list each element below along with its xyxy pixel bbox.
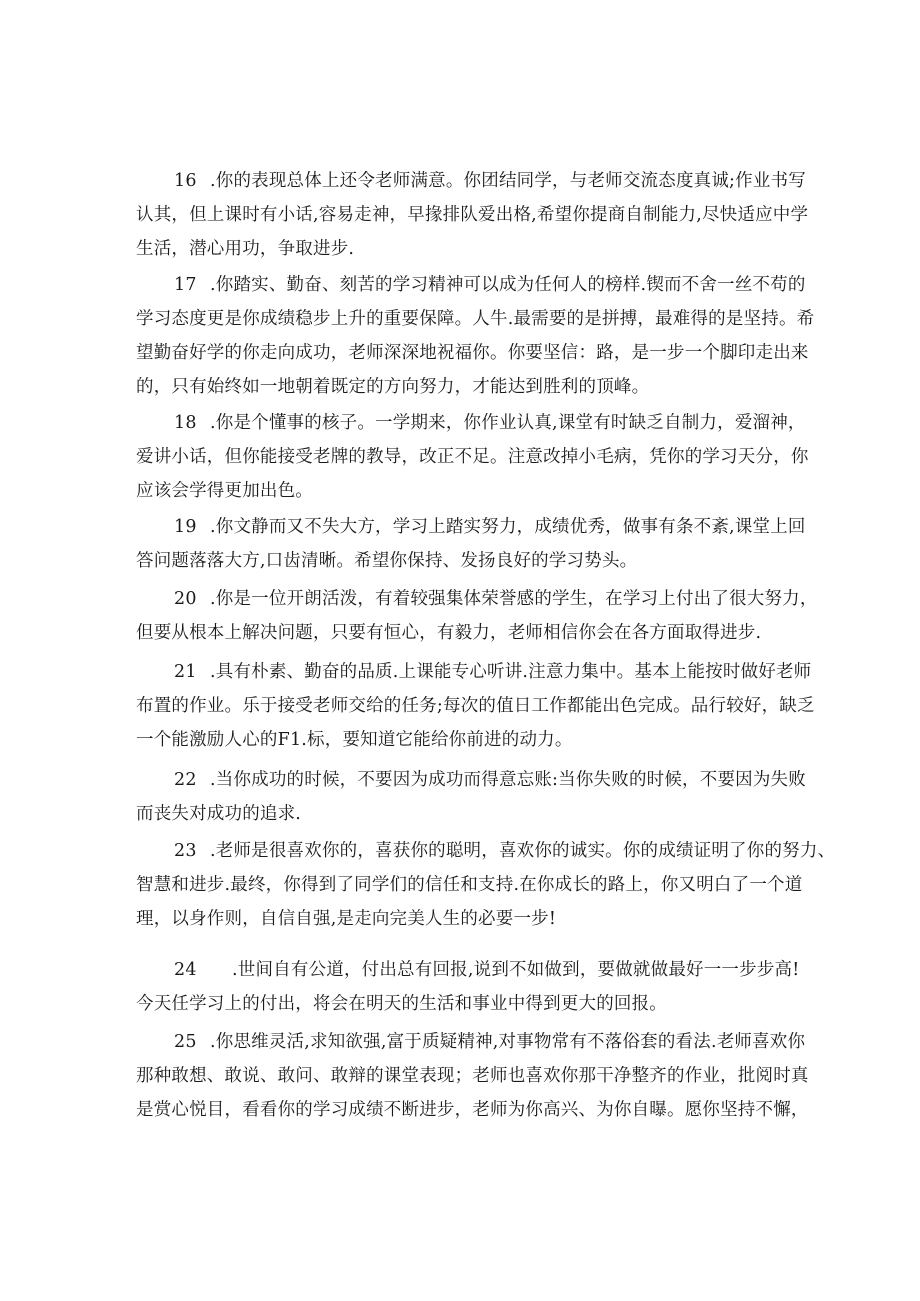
entry-line: 学习态度更是你成绩稳步上升的重要保障。人牛.最需要的是拼搏，最难得的是坚持。希 (136, 309, 815, 329)
entry-20 (136, 582, 818, 650)
entry-line: 智慧和进步.最终，你得到了同学们的信任和支持.在你成长的路上，你又明白了一个道 (136, 875, 803, 895)
entry-text: .当你成功的时候，不要因为成功而得意忘账:当你失败的时候，不要因为失败 (210, 770, 806, 790)
entry-line: 是赏心悦目，看看你的学习成绩不断进步，老师为你高兴、为你自曝。愿你坚持不懈， (136, 1100, 809, 1120)
entry-number: 21 (174, 662, 197, 682)
entry-first-line (136, 763, 806, 797)
entry-line: 生活，潜心用功，争取进步. (136, 239, 355, 259)
entry-number: 22 (174, 770, 197, 790)
entry-number: 23 (174, 841, 197, 861)
entry-first-line (136, 953, 800, 987)
entry-24 (136, 953, 800, 1021)
entry-text: .你的表现总体上还令老师满意。你团结同学，与老师交流态度真诚;作业书写 (210, 171, 806, 191)
entry-23 (136, 834, 836, 936)
entry-first-line (136, 268, 806, 302)
entry-25 (136, 1025, 809, 1127)
entry-first-line (136, 406, 806, 440)
entry-16 (136, 164, 809, 266)
entry-first-line (136, 1025, 806, 1059)
entry-text: .你文静而又不失大方，学习上踏实努力，成绩优秀，做事有条不紊,课堂上回 (210, 517, 806, 537)
entry-22 (136, 763, 806, 831)
entry-line: 应该会学得更加出色。 (136, 481, 313, 501)
entry-number: 25 (174, 1032, 197, 1052)
entry-line: 爱讲小话，但你能接受老牌的教导，改正不足。注意改掉小毛病，凭你的学习天分，你 (136, 447, 809, 467)
entry-text: .你是一位开朗活泼，有着较强集体荣誉感的学生，在学习上付出了很大努力， (210, 589, 818, 609)
entry-number: 19 (174, 517, 197, 537)
entry-text: .你是个懂事的核子。一学期来，你作业认真,课堂有时缺乏自制力，爱溜神， (210, 413, 806, 433)
entry-number: 20 (174, 589, 197, 609)
entry-line: 理，以身作则，自信自强,是走向完美人生的必要一步! (136, 909, 557, 929)
entry-line: 那种敢想、敢说、敢问、敢辩的课堂表现；老师也喜欢你那干净整齐的作业，批阅时真 (136, 1066, 809, 1086)
entry-line: 答问题落落大方,口齿清晰。希望你保持、发扬良好的学习势头。 (136, 551, 638, 571)
entry-line: 望勤奋好学的你走向成功，老师深深地祝福你。你要坚信：路，是一步一个脚印走出来 (136, 343, 809, 363)
entry-number: 16 (174, 171, 197, 191)
entry-number: 24 (174, 960, 197, 980)
entry-first-line (136, 834, 836, 868)
entry-first-line (136, 655, 812, 689)
entry-text: .你思维灵活,求知欲强,富于质疑精神,对事物常有不落俗套的看法.老师喜欢你 (210, 1032, 806, 1052)
entry-number: 18 (174, 413, 197, 433)
entry-line: 而丧失对成功的追求. (136, 804, 302, 824)
entry-number: 17 (174, 275, 197, 295)
entry-line: 的，只有始终如一地朝着既定的方向努力，才能达到胜利的顶峰。 (136, 377, 650, 397)
entry-text: .具有朴素、勤奋的品质.上课能专心听讲.注意力集中。基本上能按时做好老师 (210, 662, 812, 682)
entry-first-line (136, 164, 806, 198)
entry-line: 但要从根本上解决问题，只要有恒心，有毅力，老师相信你会在各方面取得进步. (136, 623, 762, 643)
entry-18 (136, 406, 809, 508)
entry-line: 认其，但上课时有小话,容易走神，早掾排队爱出格,希望你提商自制能力,尽快适应中学 (136, 205, 809, 225)
entry-text: .老师是很喜欢你的，喜获你的聪明，喜欢你的诚实。你的成绩证明了你的努力、 (210, 841, 836, 861)
entry-line: 一个能激励人心的F1.标，要知道它能给你前进的动力。 (136, 730, 573, 750)
entry-line: 今天任学习上的付出，将会在明天的生活和事业中得到更大的回报。 (136, 994, 667, 1014)
entry-19 (136, 510, 806, 578)
entry-text: .你踏实、勤奋、刻苦的学习精神可以成为任何人的榜样.锲而不舍一丝不苟的 (210, 275, 806, 295)
entry-17 (136, 268, 815, 404)
entry-first-line (136, 510, 806, 544)
entry-21 (136, 655, 815, 757)
entry-text: .世间自有公道，付出总有回报,说到不如做到，要做就做最好一一步步高! (232, 960, 800, 980)
entry-line: 布置的作业。乐于接受老师交给的任务;每次的值日工作都能出色完成。品行较好，缺乏 (136, 696, 815, 716)
entry-first-line (136, 582, 818, 616)
